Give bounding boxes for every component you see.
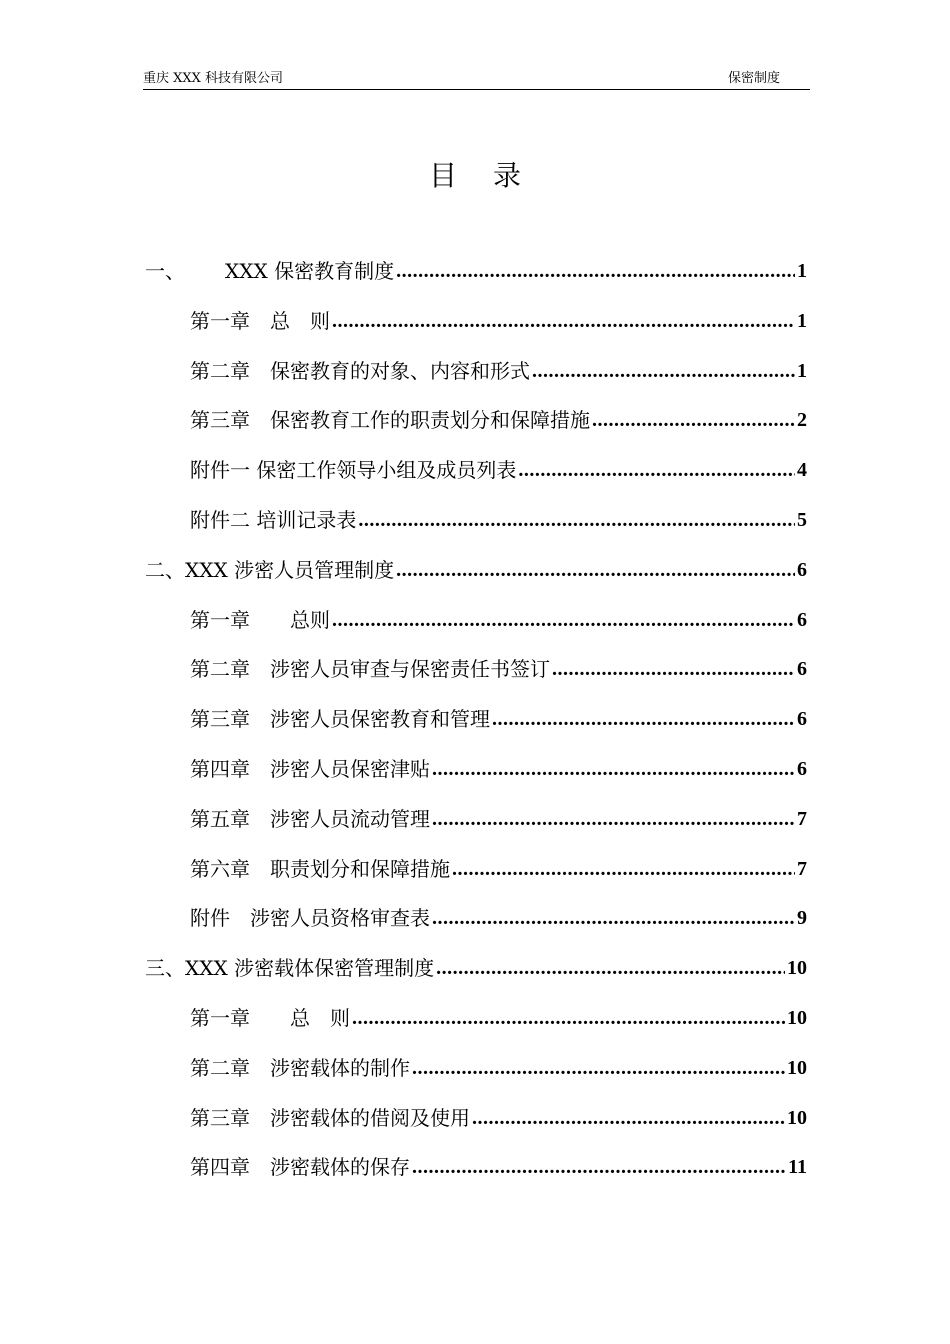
toc-entry-label (190, 1055, 410, 1081)
dot-leader (436, 955, 785, 981)
toc-page-number: 6 (797, 558, 807, 581)
toc-entry-label (190, 756, 430, 782)
toc-entry-label (190, 706, 490, 732)
toc-page-number: 11 (788, 1156, 807, 1179)
toc-entry-label (190, 308, 330, 334)
toc-entry-text: 第一章 总 则 (190, 1006, 350, 1030)
toc-entry-text: 第一章 总则 (190, 607, 330, 632)
toc-page-number: 10 (787, 1056, 807, 1079)
toc-entry-label (145, 955, 434, 981)
toc-page-number: 6 (797, 708, 807, 731)
dot-leader (432, 806, 795, 832)
dot-leader (412, 1055, 785, 1081)
toc-entry-label (190, 905, 430, 931)
toc-entry-text: 附件一 保密工作领导小组及成员列表 (190, 458, 517, 483)
toc-entry-label (190, 1005, 350, 1031)
toc-entry-text: 第五章 涉密人员流动管理 (190, 806, 430, 831)
toc-chapter-entry[interactable] (190, 350, 807, 384)
toc-chapter-entry[interactable] (190, 748, 807, 782)
toc-entry-text: 第二章 涉密人员审查与保密责任书签订 (190, 657, 550, 682)
toc-chapter-entry[interactable] (190, 648, 807, 682)
toc-entry-text: XXX 涉密载体保密管理制度 (185, 956, 435, 981)
dot-leader (452, 856, 795, 882)
toc-entry-label (190, 407, 590, 433)
toc-entry-label (190, 607, 330, 633)
toc-page-number: 1 (797, 359, 807, 382)
toc-page-number: 5 (797, 509, 807, 531)
toc-page-number: 7 (797, 857, 807, 880)
toc-page-number: 4 (797, 459, 807, 482)
dot-leader (332, 607, 795, 633)
company-name: 重庆 XXX 科技有限公司 (143, 71, 284, 86)
toc-entry-text: XXX 涉密人员管理制度 (185, 557, 395, 582)
toc-chapter-entry[interactable] (190, 897, 807, 931)
toc-entry-label (190, 358, 530, 384)
toc-entry-label (190, 656, 550, 682)
toc-page-number: 6 (797, 758, 807, 780)
toc-title: 目录 (428, 159, 557, 192)
dot-leader (352, 1005, 785, 1031)
page-header (143, 70, 810, 90)
toc-entry-text: 附件二 培训记录表 (190, 508, 357, 532)
toc-page-number: 10 (787, 1106, 807, 1129)
toc-page-number: 10 (787, 1007, 807, 1029)
toc-entry-text: 附件 涉密人员资格审查表 (190, 906, 430, 931)
toc-chapter-entry[interactable] (190, 599, 807, 633)
toc-entry-text: 第三章 保密教育工作的职责划分和保障措施 (190, 408, 590, 433)
toc-entry-text: 第三章 涉密人员保密教育和管理 (190, 707, 490, 732)
toc-entry-prefix: 一、 (145, 259, 185, 283)
toc-entry-text: 第一章 总 则 (190, 308, 330, 333)
toc-section-entry[interactable] (145, 250, 807, 284)
toc-page-number: 9 (797, 907, 807, 930)
dot-leader (412, 1154, 786, 1180)
dot-leader (396, 557, 795, 583)
dot-leader (532, 358, 795, 384)
toc-entry-text: 第六章 职责划分和保障措施 (190, 856, 450, 881)
toc-entry-label (190, 457, 516, 483)
toc-entry-prefix: 二、 (145, 557, 185, 582)
toc-chapter-entry[interactable] (190, 997, 807, 1031)
toc-entry-label (190, 507, 356, 533)
toc-entry-text: 第四章 涉密载体的保存 (190, 1155, 410, 1180)
toc-chapter-entry[interactable] (190, 848, 807, 882)
dot-leader (332, 308, 795, 334)
toc-chapter-entry[interactable] (190, 798, 807, 832)
toc-page-number: 10 (787, 957, 807, 980)
toc-chapter-entry[interactable] (190, 1047, 807, 1081)
toc-chapter-entry[interactable] (190, 449, 807, 483)
toc-page-number: 1 (797, 309, 807, 332)
toc-entry-label (145, 258, 394, 284)
toc-chapter-entry[interactable] (190, 698, 807, 732)
toc-chapter-entry[interactable] (190, 1146, 807, 1180)
dot-leader (358, 507, 795, 533)
toc-section-entry[interactable] (145, 947, 807, 981)
toc-entry-label (190, 1105, 470, 1131)
toc-entry-text: 第四章 涉密人员保密津贴 (190, 757, 430, 781)
document-category: 保密制度 (727, 71, 780, 86)
toc-entry-label (190, 856, 450, 882)
dot-leader (432, 905, 795, 931)
toc-entry-label (145, 557, 394, 583)
dot-leader (552, 656, 795, 682)
dot-leader (518, 457, 795, 483)
toc-chapter-entry[interactable] (190, 399, 807, 433)
toc-entry-label (190, 1154, 410, 1180)
toc-chapter-entry[interactable] (190, 499, 807, 533)
toc-entry-text: 第三章 涉密载体的借阅及使用 (190, 1105, 470, 1130)
toc-page-number: 2 (797, 409, 807, 432)
toc-entry-text: XXX 保密教育制度 (225, 259, 395, 283)
toc-chapter-entry[interactable] (190, 300, 807, 334)
dot-leader (592, 407, 795, 433)
toc-entry-text: 第二章 保密教育的对象、内容和形式 (190, 358, 530, 383)
toc-entry-text: 第二章 涉密载体的制作 (190, 1055, 410, 1080)
toc-chapter-entry[interactable] (190, 1097, 807, 1131)
toc-section-entry[interactable] (145, 549, 807, 583)
toc-entry-prefix: 三、 (145, 956, 185, 981)
dot-leader (472, 1105, 785, 1131)
dot-leader (432, 756, 795, 782)
toc-entry-label (190, 806, 430, 832)
toc-page-number: 7 (797, 807, 807, 830)
dot-leader (396, 258, 795, 284)
dot-leader (492, 706, 795, 732)
toc-page-number: 6 (797, 658, 807, 681)
toc-page-number: 1 (797, 260, 807, 282)
toc-page-number: 6 (797, 608, 807, 631)
